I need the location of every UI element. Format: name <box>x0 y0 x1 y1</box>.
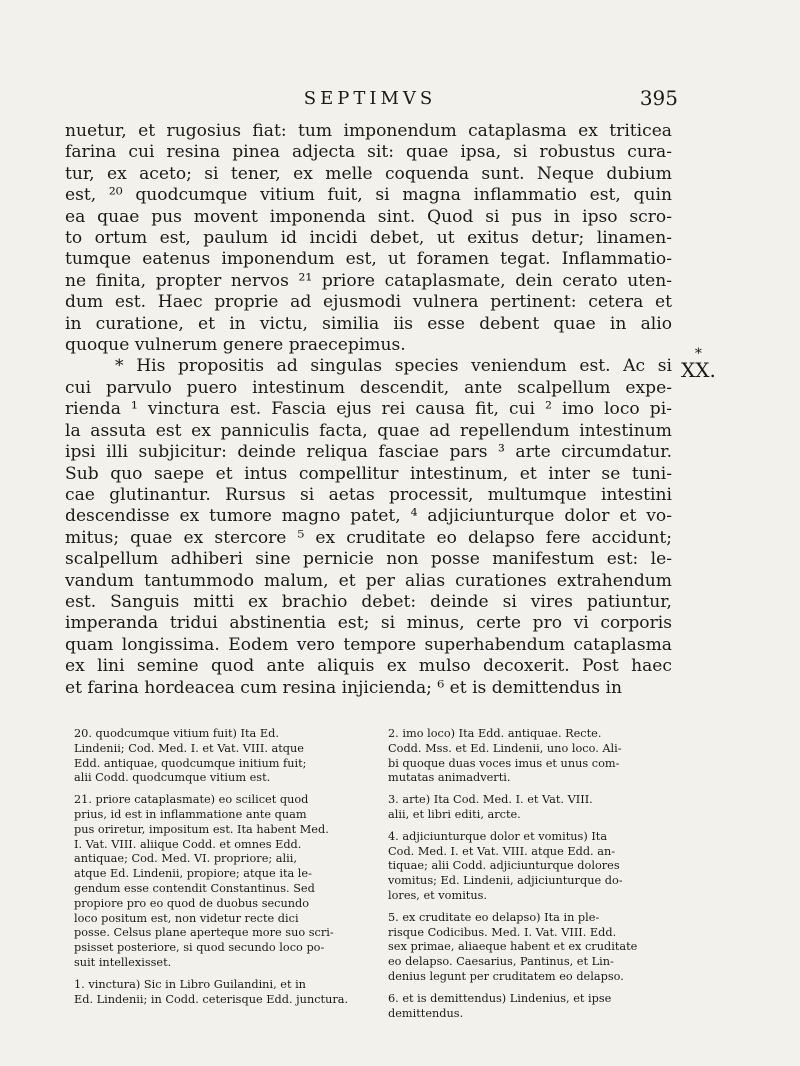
footnote-line: Edd. antiquae, quodcumque initium fuit; <box>74 756 307 770</box>
text-line: * His propositis ad singulas species veniendum est. Ac si <box>115 356 672 377</box>
page-number: 395 <box>639 86 678 110</box>
footnote-line: risque Codicibus. Med. I. Vat. VIII. Edd. <box>388 925 617 939</box>
footnote-line: 6. et is demittendus) Lindenius, et ipse <box>388 991 612 1005</box>
footnote-line: antiquae; Cod. Med. VI. propriore; alii, <box>74 852 297 866</box>
footnote-line: loco positum est, non videtur recte dici <box>74 911 299 925</box>
footnote <box>388 793 668 823</box>
footnote-line: mutatas animadverti. <box>388 771 511 785</box>
footnote-line: demittendus. <box>388 1006 464 1020</box>
footnote-line: psisset posteriore, si quod secundo loco po- <box>74 941 325 955</box>
footnote <box>388 830 668 904</box>
footnote-line: Codd. Mss. et Ed. Lindenii, uno loco. Ali- <box>388 741 622 755</box>
text-line: ex lini semine quod ante aliquis ex mulso decoxerit. Post haec <box>65 656 672 677</box>
text-line: descendisse ex tumore magno patet, ⁴ adjiciunturque dolor et vo- <box>65 506 672 527</box>
running-head: SEPTIMVS <box>303 88 437 109</box>
footnote <box>388 911 668 985</box>
text-line: vandum tantummodo malum, et per alias curationes extrahendum <box>65 570 672 591</box>
page-header <box>70 84 678 114</box>
footnote-line: 3. arte) Ita Cod. Med. I. et Vat. VIII. <box>388 793 593 807</box>
text-line: tumque eatenus imponendum est, ut foramen tegat. Inflammatio- <box>65 249 672 270</box>
footnote-line: I. Vat. VIII. aliique Codd. et omnes Edd. <box>74 837 302 851</box>
footnote-line: atque Ed. Lindenii, propiore; atque ita le- <box>74 867 312 881</box>
footnote-line: bi quoque duas voces imus et unus com- <box>388 756 620 770</box>
text-line: nuetur, et rugosius fiat: tum imponendum cataplasma ex triticea <box>65 121 672 141</box>
footnote-line: 1. vinctura) Sic in Libro Guilandini, et in <box>74 977 306 991</box>
footnotes-left-column <box>74 727 354 1014</box>
footnote-line: lores, et vomitus. <box>388 888 488 902</box>
text-line: quam longissima. Eodem vero tempore superhabendum cataplasma <box>65 634 672 655</box>
footnote-line: pus oriretur, impositum est. Ita habent Med. <box>74 822 329 836</box>
footnote-line: Cod. Med. I. et Vat. VIII. atque Edd. an- <box>388 844 616 858</box>
footnote-line: posse. Celsus plane aperteque more suo scri- <box>74 926 334 940</box>
text-line: ne finita, propter nervos ²¹ priore cataplasmate, dein cerato uten- <box>65 270 672 291</box>
footnote-line: eo delapso. Caesarius, Pantinus, et Lin- <box>388 955 614 969</box>
footnote-line: 5. ex cruditate eo delapso) Ita in ple- <box>388 910 600 924</box>
text-line: scalpellum adhiberi sine pernicie non posse manifestum est: le- <box>65 549 672 570</box>
text-line: cae glutinantur. Rursus si aetas processit, multumque intestini <box>65 484 672 505</box>
footnote-line: vomitus; Ed. Lindenii, adjiciunturque do- <box>388 874 623 888</box>
main-text-block <box>65 121 672 699</box>
text-line: la assuta est ex panniculis facta, quae ad repellendum intestinum <box>65 420 672 441</box>
text-line: cui parvulo puero intestinum descendit, ante scalpellum expe- <box>65 377 672 398</box>
footnote-line: suit intellexisset. <box>74 955 172 969</box>
footnote-line: alii Codd. quodcumque vitium est. <box>74 771 271 785</box>
footnote <box>74 727 354 786</box>
text-line: imperanda tridui abstinentia est; si minus, certe pro vi corporis <box>65 613 672 634</box>
margin-section-marker <box>681 346 716 382</box>
text-line: ipsi illi subjicitur: deinde reliqua fasciae pars ³ arte circumdatur. <box>65 442 672 463</box>
footnote <box>74 793 354 971</box>
footnote-line: prius, id est in inflammatione ante quam <box>74 807 307 821</box>
text-line: dum est. Haec proprie ad ejusmodi vulnera pertinent: cetera et <box>65 292 672 313</box>
footnotes-right-column <box>388 727 668 1028</box>
text-line: ea quae pus movent imponenda sint. Quod si pus in ipso scro- <box>65 206 672 227</box>
text-line: est, ²⁰ quodcumque vitium fuit, si magna inflammatio est, quin <box>65 185 672 206</box>
footnote-line: tiquae; alii Codd. adjiciunturque dolores <box>388 859 620 873</box>
text-line: farina cui resina pinea adjecta sit: quae ipsa, si robustus cura- <box>65 142 672 163</box>
text-line: Sub quo saepe et intus compellitur intestinum, et inter se tuni- <box>65 463 672 484</box>
footnote <box>388 727 668 786</box>
footnote-line: Lindenii; Cod. Med. I. et Vat. VIII. atque <box>74 741 304 755</box>
text-line: tur, ex aceto; si tener, ex melle coquenda sunt. Neque dubium <box>65 163 672 184</box>
text-line: est. Sanguis mitti ex brachio debet: deinde si vires patiuntur, <box>65 591 672 612</box>
footnote-line: denius legunt per cruditatem eo delapso. <box>388 969 624 983</box>
footnote-line: propiore pro eo quod de duobus secundo <box>74 896 310 910</box>
text-line: to ortum est, paulum id incidi debet, ut exitus detur; linamen- <box>65 228 672 249</box>
text-line: mitus; quae ex stercore ⁵ ex cruditate eo delapso fere accidunt; <box>65 527 672 548</box>
text-line: rienda ¹ vinctura est. Fascia ejus rei causa fit, cui ² imo loco pi- <box>65 399 672 420</box>
margin-star-icon: * <box>694 346 702 362</box>
footnote <box>388 992 668 1022</box>
footnote-line: 20. quodcumque vitium fuit) Ita Ed. <box>74 727 279 740</box>
footnote <box>74 978 354 1008</box>
footnote-line: 21. priore cataplasmate) eo scilicet quod <box>74 793 309 807</box>
footnote-line: gendum esse contendit Constantinus. Sed <box>74 881 315 895</box>
text-line: quoque vulnerum genere praecepimus. <box>65 335 406 356</box>
margin-section-number: XX. <box>681 358 716 382</box>
footnote-line: 4. adjiciunturque dolor et vomitus) Ita <box>388 829 608 843</box>
footnote-line: sex primae, aliaeque habent et ex cruditate <box>388 940 638 954</box>
footnote-line: 2. imo loco) Ita Edd. antiquae. Recte. <box>388 727 602 740</box>
text-line: in curatione, et in victu, similia iis esse debent quae in alio <box>65 313 672 334</box>
text-line: et farina hordeacea cum resina injicienda; ⁶ et is demittendus in <box>65 677 622 698</box>
footnote-line: alii, et libri editi, arcte. <box>388 807 521 821</box>
footnote-line: Ed. Lindenii; in Codd. ceterisque Edd. junctura. <box>74 992 349 1006</box>
